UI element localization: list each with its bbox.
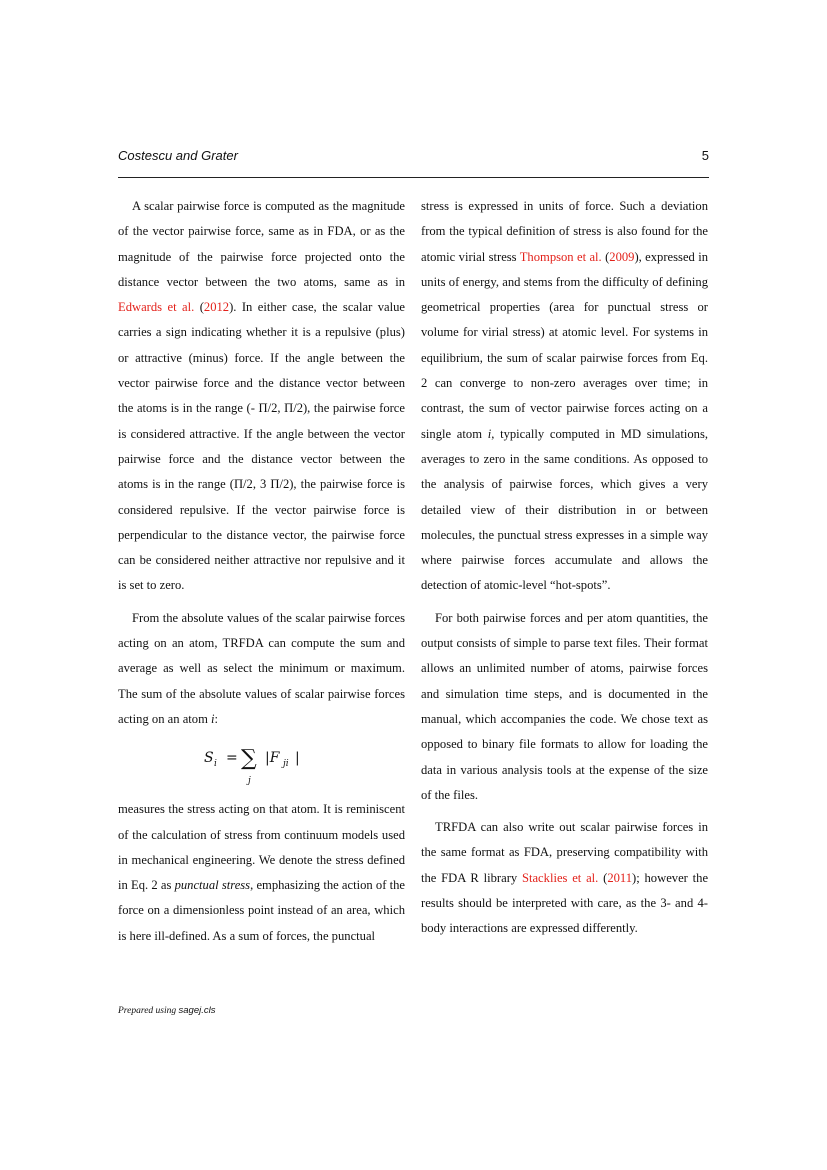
citation-thompson-year[interactable]: 2009 — [609, 249, 635, 264]
term-punctual-stress: punctual stress — [174, 878, 251, 893]
eq-rhs-sub: ji — [282, 759, 289, 770]
eq-sum-symbol: ∑ — [240, 746, 257, 772]
citation-edwards[interactable]: Edwards et al. — [118, 300, 195, 315]
equation-svg — [192, 739, 332, 791]
eq-rhs: |F — [264, 750, 279, 767]
eq-lhs-sub: i — [213, 759, 217, 770]
equation-punctual-stress — [118, 739, 405, 791]
eq-equals: = — [225, 750, 238, 767]
citation-thompson[interactable]: Thompson et al. — [519, 249, 602, 264]
citation-edwards-year[interactable]: 2012 — [203, 300, 230, 315]
citation-stacklies-year[interactable]: 2011 — [607, 870, 633, 885]
paragraph-output-format: For both pairwise forces and per atom quantities, the output consists of simple to parse text files. Their format allows an unlimited number of atoms, pairwise forces and simulation time steps, and is documented in the manual, which accompanies the code. We chose text as opposed to binary file formats to allow for loading the data in various analysis tools at the expense of the size of the files. — [421, 610, 708, 802]
paragraph-stress-measure: measures the stress acting on that atom. It is reminiscent of the calculation of stress from continuum models used in mechanical engineering. We denote the stress defined in Eq. 2 as punctual stress, emphasizing the action of the force on a dimensionless point instead of an area, which is here ill-defined. As a sum of forces, the punctual — [118, 802, 405, 943]
paragraph-scalar-force: A scalar pairwise force is computed as the magnitude of the vector pairwise force, same as in FDA, or as the magnitude of the pairwise force projected onto the distance vector between the two atoms, same as in Edwards et al. (2012). In either case, the scalar value carries a sign indicating whether it is a repulsive (plus) or attractive (minus) force. If the angle between the vector pairwise force and the distance vector between the atoms is in the range (- Π/2, Π/2), the pairwise force is considered attractive. If the angle between the vector pairwise force and the distance vector between the atoms is in the range (Π/2, 3 Π/2), the pairwise force is considered repulsive. If the vector pairwise force is perpendicular to the distance vector, the pairwise force can be considered neither attractive nor repulsive and it is set to zero. — [118, 199, 405, 593]
paragraph-fda-compat: TRFDA can also write out scalar pairwise forces in the same format as FDA, preserving compatibility with the FDA R library Stacklies et al. (2011); however the results should be interpreted with care, as the 3- and 4-body interactions are expressed differently. — [421, 820, 709, 936]
left-column — [118, 194, 405, 956]
paragraph-stress-units: stress is expressed in units of force. Such a deviation from the typical definition of stress is also found for the atomic virial stress Thompson et al. (2009), expressed in units of energy, and stems from the difficulty of defining geometrical properties (area for punctual stress or volume for virial stress) at atomic level. For systems in equilibrium, the sum of scalar pairwise forces from Eq. 2 can converge to non-zero averages over time; in contrast, the sum of vector pairwise forces acting on a single atom i, typically computed in MD simulations, averages to zero in the same conditions. As opposed to the analysis of pairwise forces, which gives a very detailed view of their distribution in or between molecules, the punctual stress expresses in a simple way where pairwise forces accumulate and allows the detection of atomic-level “hot-spots”. — [421, 199, 709, 593]
eq-rhs-close: | — [294, 750, 300, 767]
paragraph-absolute-values: From the absolute values of the scalar pairwise forces acting on an atom, TRFDA can compute the sum and average as well as select the minimum or maximum. The sum of the absolute values of scalar pairwise forces acting on an atom i: — [118, 610, 405, 726]
citation-stacklies[interactable]: Stacklies et al. — [521, 870, 599, 885]
running-head — [118, 148, 709, 166]
footer-prefix: Prepared using — [118, 1006, 179, 1016]
running-head-authors: Costescu and Grater — [118, 148, 238, 163]
footer — [118, 1005, 215, 1016]
right-column — [421, 194, 708, 949]
footer-class-file: sagej.cls — [178, 1005, 216, 1016]
eq-lhs: S — [203, 750, 214, 767]
page-number: 5 — [701, 148, 709, 163]
eq-sum-index: j — [247, 776, 251, 787]
header-rule — [118, 177, 709, 178]
